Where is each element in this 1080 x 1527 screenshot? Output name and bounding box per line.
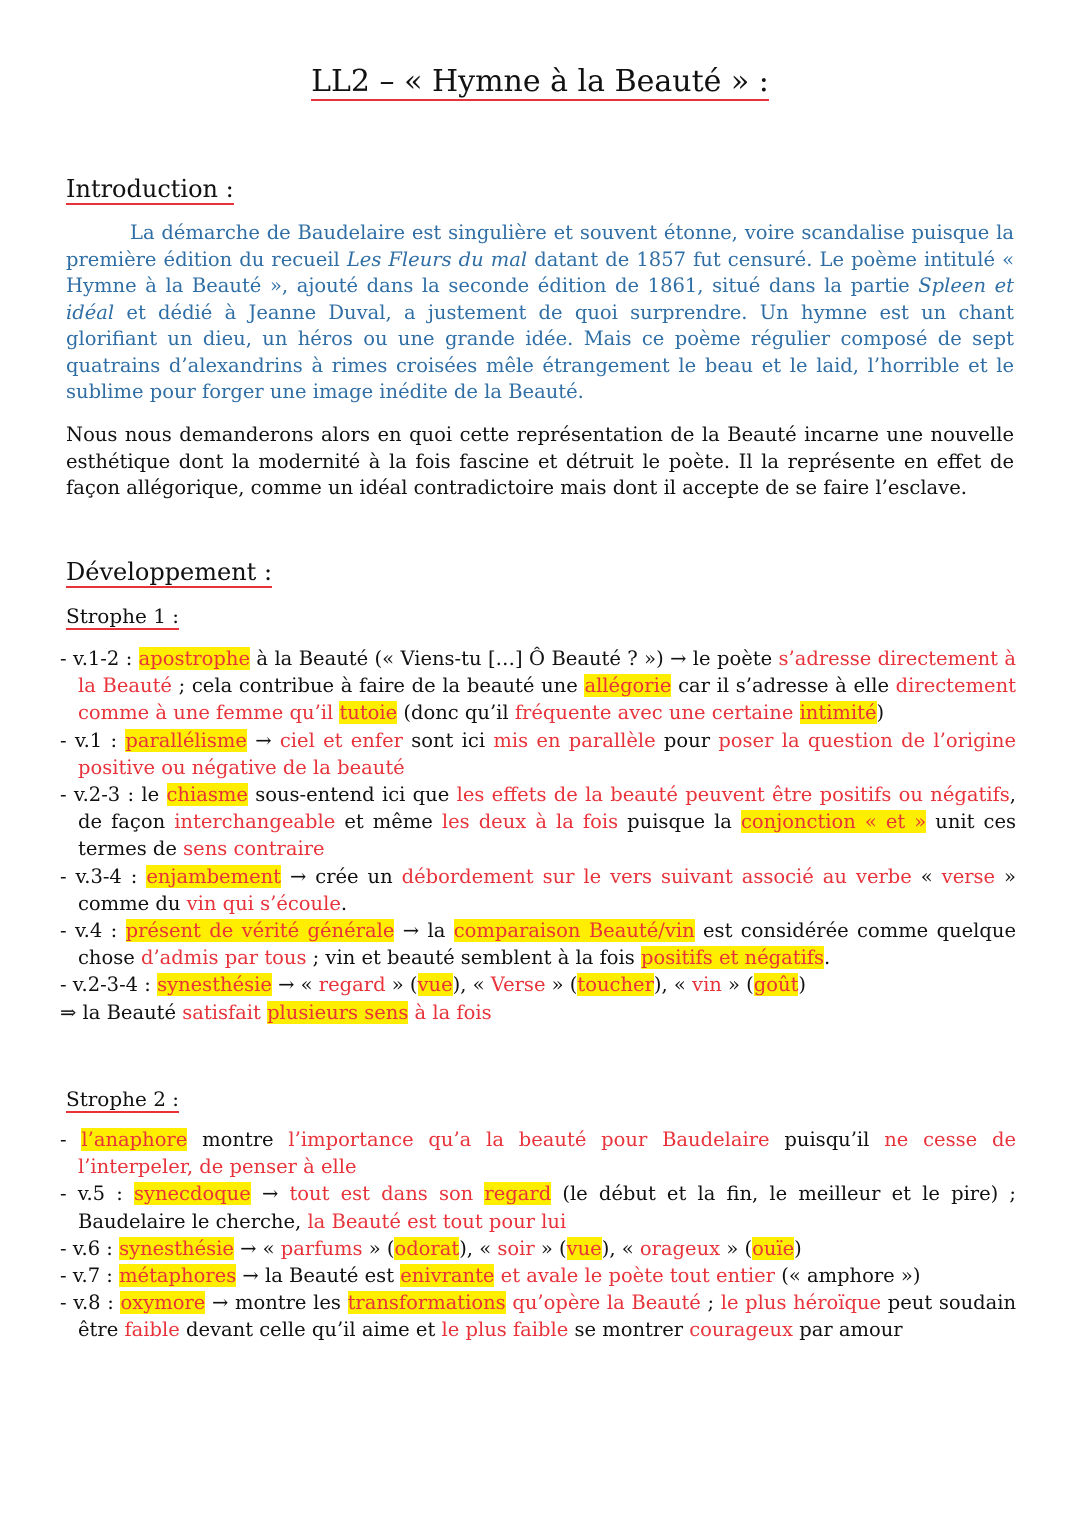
text-run: - v.1 :	[60, 728, 126, 752]
text-run: pour	[655, 728, 719, 752]
text-run: - v.5 :	[60, 1182, 134, 1206]
text-run: - v.8 :	[60, 1291, 121, 1315]
text-run: » (	[385, 973, 418, 997]
text-run: vin qui s’écoule	[186, 891, 341, 915]
highlighted-term: odorat	[394, 1236, 460, 1260]
highlighted-term: toucher	[577, 973, 654, 997]
text-run: parfums	[280, 1236, 363, 1260]
highlighted-term: transformations	[347, 1291, 506, 1315]
text-run: )	[798, 973, 807, 997]
text-run: et même	[335, 810, 442, 834]
text-run: interchangeable	[174, 810, 336, 834]
text-run: » (	[720, 1236, 753, 1260]
problematique-paragraph: Nous nous demanderons alors en quoi cette représentation de la Beauté incarne une nouvelle esthétique dont la modernité à la fois fascine et détruit le poète. Il la représente en effet de façon allégorique, comme un idéal contradictoire mais dont il accepte de se faire l’esclave.	[66, 423, 1014, 499]
text-run: » (	[534, 1236, 567, 1260]
text-run: ;	[700, 1291, 721, 1315]
text-run: - v.6 :	[60, 1236, 120, 1260]
text-run: - v.7 :	[60, 1264, 120, 1288]
text-run: soir	[497, 1236, 535, 1260]
text-run: → «	[233, 1236, 281, 1260]
highlighted-term: synesthésie	[157, 973, 272, 997]
text-run: → la Beauté est	[236, 1264, 401, 1288]
text-run: mis en parallèle	[493, 728, 656, 752]
highlighted-term: allégorie	[584, 674, 672, 698]
strophe2-heading: Strophe 2 :	[66, 1087, 180, 1111]
text-run	[473, 1182, 484, 1205]
introduction-paragraph	[66, 220, 1014, 406]
text-run: ⇒ la Beauté	[60, 1000, 183, 1024]
text-run: est considérée comme quelque chose	[78, 919, 1016, 970]
text-run: →	[246, 728, 280, 752]
text-run: débordement sur le vers suivant associé au verbe	[401, 864, 912, 888]
text-run: - v.2-3-4 :	[60, 973, 158, 997]
highlighted-term: synesthésie	[119, 1236, 234, 1260]
text-run: → «	[271, 973, 319, 997]
text-run: «	[911, 864, 942, 888]
text-run: le plus héroïque	[720, 1291, 882, 1315]
developpement-heading: Développement :	[66, 558, 273, 586]
text-run: .	[824, 946, 831, 970]
text-run: et dédié à Jeanne Duval, a justement de quoi surprendre. Un hymne est un chant glorifiant un dieu, un héros ou une grande idée. Mais ce poème régulier composé de sept quatrains d’alexandrins à rimes croisées mêle étrangement le beau et le laid, l’horrible et le sublime pour forger une image inédite de la Beauté.	[66, 300, 1014, 403]
text-run: datant de 1857 fut censuré. Le poème intitulé « Hymne à la Beauté », ajouté dans la seconde édition de 1861, situé dans la partie	[66, 247, 1014, 297]
text-run: (donc qu’il	[397, 701, 515, 725]
strophe1-heading: Strophe 1 :	[66, 604, 180, 628]
text-run: montre	[187, 1128, 289, 1151]
text-run: -	[60, 1128, 82, 1151]
text-run: )	[876, 701, 885, 725]
text-run: devant celle qu’il aime et	[179, 1318, 442, 1342]
highlighted-term: ouïe	[752, 1236, 795, 1260]
text-run: ), «	[459, 1236, 498, 1260]
text-run: l’importance qu’a la beauté pour Baudelaire	[288, 1128, 770, 1151]
text-run: .	[340, 891, 348, 915]
highlighted-term: plusieurs sens	[267, 1000, 409, 1024]
text-run: tout est dans son	[289, 1182, 474, 1206]
text-run: directement comme à une femme qu’il	[78, 674, 1016, 725]
text-run: - v.2-3 : le	[60, 783, 167, 807]
text-run: →	[250, 1182, 290, 1206]
text-run: ne cesse de l’interpeler, de penser à elle	[78, 1128, 1016, 1179]
highlighted-term: vue	[417, 973, 453, 997]
text-run: et avale le poète tout entier	[500, 1264, 776, 1288]
highlighted-term: goût	[753, 973, 799, 997]
text-run: ciel et enfer	[279, 728, 403, 752]
highlighted-term: synecdoque	[133, 1182, 251, 1206]
text-run: sont ici	[402, 728, 494, 752]
analysis-item	[60, 781, 1016, 863]
text-run: ; vin et beauté semblent à la fois	[306, 946, 641, 970]
text-run: car il s’adresse à elle	[671, 674, 896, 698]
text-run: Spleen et idéal	[66, 274, 1014, 324]
text-run: ), «	[452, 973, 491, 997]
text-run: verse	[941, 864, 996, 888]
analysis-item	[60, 727, 1016, 781]
title-text: LL2 – « Hymne à la Beauté » :	[311, 64, 769, 99]
text-run: vin	[692, 973, 722, 997]
text-run: » (	[545, 973, 578, 997]
text-run: Les Fleurs du mal	[346, 247, 528, 271]
highlighted-term: parallélisme	[125, 728, 247, 752]
text-run: » (	[362, 1236, 395, 1260]
text-run: La démarche de Baudelaire est singulière et souvent étonne, voire scandalise puisque la première édition du recueil	[66, 221, 1014, 271]
text-run: - v.3-4 :	[60, 864, 147, 888]
text-run: à la Beauté (« Viens-tu […] Ô Beauté ? ») → le poète	[250, 647, 779, 670]
introduction-heading: Introduction :	[66, 175, 234, 203]
text-run: regard	[318, 973, 386, 997]
document-title	[0, 62, 1080, 102]
analysis-item	[60, 1235, 1016, 1262]
text-run: → crée un	[281, 864, 402, 888]
text-run: courageux	[689, 1318, 794, 1342]
text-run: » (	[721, 973, 754, 997]
text-run: sens contraire	[183, 837, 325, 861]
highlighted-term: tutoie	[339, 701, 398, 725]
text-run: la Beauté est tout pour lui	[307, 1209, 567, 1233]
analysis-item	[60, 863, 1016, 917]
analysis-item	[60, 1180, 1016, 1234]
analysis-item	[60, 645, 1016, 727]
text-run: satisfait	[182, 1000, 261, 1024]
highlighted-term: l’anaphore	[81, 1128, 188, 1151]
highlighted-term: regard	[484, 1182, 552, 1206]
text-run: peut soudain être	[78, 1291, 1017, 1342]
text-run: unit ces termes de	[78, 810, 1016, 861]
text-run: à la fois	[414, 1000, 492, 1024]
text-run: faible	[124, 1318, 180, 1342]
highlighted-term: présent de vérité générale	[125, 919, 395, 943]
analysis-item	[60, 999, 1016, 1026]
text-run: les deux à la fois	[441, 810, 619, 834]
text-run: par amour	[793, 1318, 903, 1342]
introduction-text	[66, 221, 1014, 403]
text-run: )	[794, 1236, 802, 1260]
strophe1-list	[60, 645, 1016, 1026]
text-run: → la	[394, 919, 454, 943]
text-run: , de façon	[78, 783, 1016, 834]
text-run: ), «	[653, 973, 693, 997]
text-run: Verse	[490, 973, 546, 997]
highlighted-term: métaphores	[119, 1264, 237, 1288]
analysis-item	[60, 1126, 1016, 1180]
text-run: (« amphore »)	[775, 1264, 921, 1288]
analysis-item	[60, 1262, 1016, 1289]
text-run: - v.1-2 :	[60, 647, 139, 670]
highlighted-term: enjambement	[146, 864, 282, 888]
text-run: d’admis par tous	[140, 946, 307, 970]
text-run: les effets de la beauté peuvent être positifs ou négatifs	[456, 783, 1010, 807]
text-run: puisqu’il	[769, 1128, 885, 1151]
text-run: (le début et la fin, le meilleur et le pire) ; Baudelaire le cherche,	[78, 1182, 1016, 1233]
strophe2-list	[60, 1126, 1016, 1344]
highlighted-term: apostrophe	[138, 647, 251, 670]
analysis-item	[60, 1289, 1016, 1343]
text-run: orageux	[639, 1236, 721, 1260]
text-run: qu’opère la Beauté	[512, 1291, 701, 1315]
highlighted-term: conjonction « et »	[740, 810, 927, 834]
analysis-item	[60, 971, 1016, 998]
text-run: le plus faible	[441, 1318, 569, 1342]
text-run: se montrer	[568, 1318, 690, 1342]
text-run: » comme du	[78, 864, 1016, 915]
text-run: → montre les	[205, 1291, 348, 1315]
text-run: ; cela contribue à faire de la beauté une	[171, 674, 585, 698]
highlighted-term: chiasme	[166, 783, 248, 807]
highlighted-term: enivrante	[400, 1264, 495, 1288]
highlighted-term: positifs et négatifs	[640, 946, 825, 970]
text-run: fréquente avec une certaine	[514, 701, 800, 725]
highlighted-term: oxymore	[120, 1291, 206, 1315]
analysis-item	[60, 917, 1016, 971]
highlighted-term: comparaison Beauté/vin	[453, 919, 695, 943]
highlighted-term: vue	[566, 1236, 602, 1260]
text-run: ), «	[601, 1236, 640, 1260]
text-run: puisque la	[618, 810, 741, 834]
highlighted-term: intimité	[799, 701, 877, 725]
text-run: poser la question de l’origine positive ou négative de la beauté	[78, 728, 1016, 779]
text-run: - v.4 :	[60, 919, 126, 943]
text-run: s’adresse directement à la Beauté	[78, 647, 1016, 698]
text-run: sous-entend ici que	[247, 783, 457, 807]
